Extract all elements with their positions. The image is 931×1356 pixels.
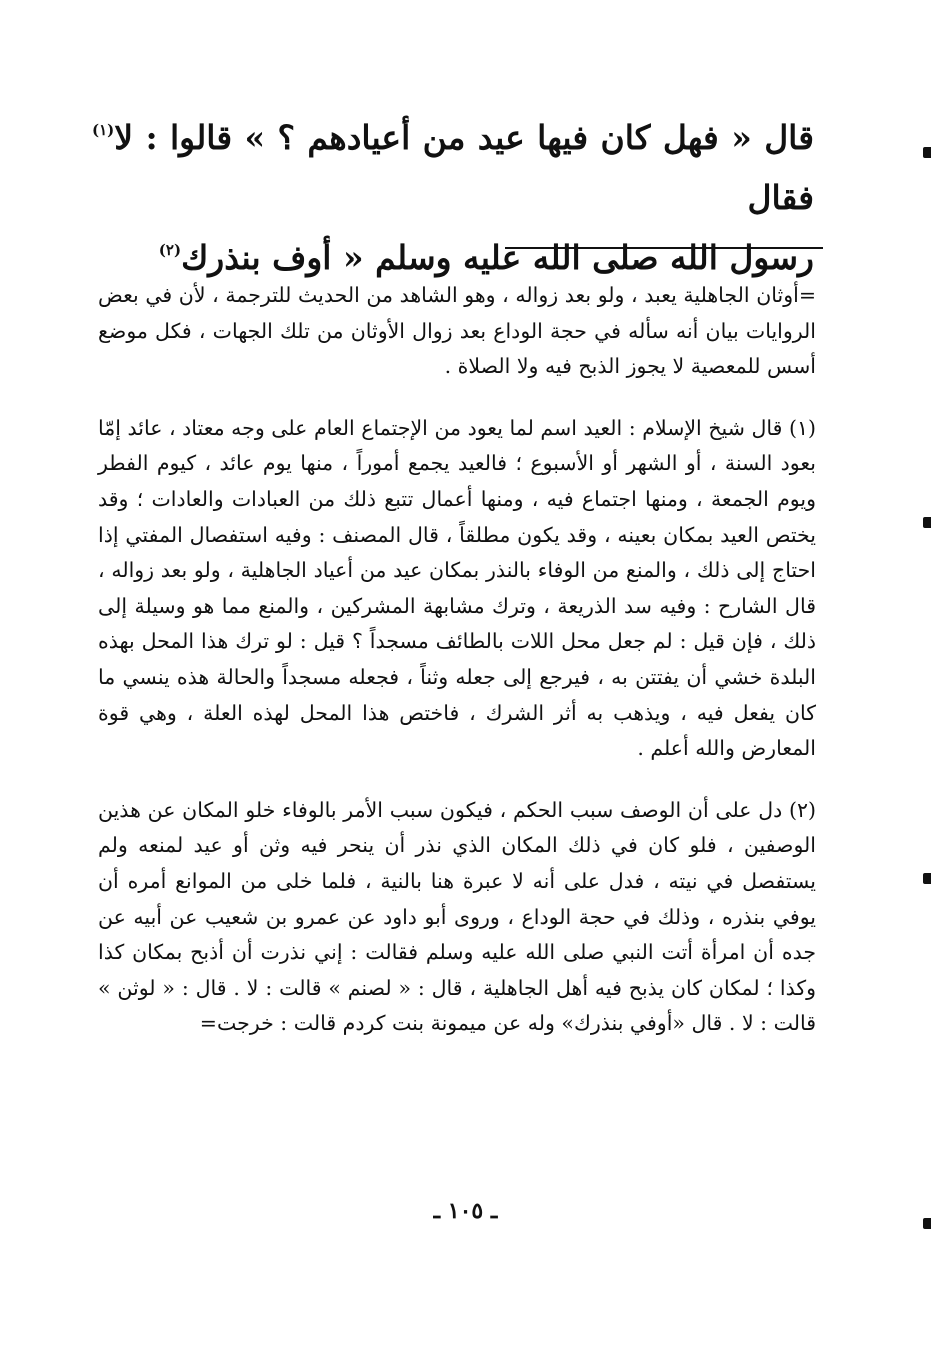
edge-mark-3 [923,873,931,884]
footnote-1: (١) قال شيخ الإسلام : العيد اسم لما يعود من الإجتماع العام على وجه معتاد ، عائد إمّا بعود السنة ، أو الشهر أو الأسبوع ؛ فالعيد يجمع أموراً ، منها يوم عائد ، كيوم الفطر ويوم الجمعة ، ومنها اجتماع فيه ، ومنها أعمال تتبع ذلك من العبادات والعادات ؛ وقد يختص العيد بمكان بعينه ، وقد يكون مطلقاً ، قال المصنف : وفيه استفصال المفتي إذا احتاج إلى ذلك ، والمنع من الوفاء بالنذر بمكان عيد من أعياد الجاهلية ، ولو بعد زواله ، قال الشارح : وفيه سد الذريعة ، وترك مشابهة المشركين ، والمنع مما هو وسيلة إلى ذلك ، فإن قيل : لم جعل محل اللات بالطائف مسجداً ؟ قيل : لو ترك هذا المحل بهذه البلدة خشي أن يفتتن به ، فيرجع إلى جعله وثناً ، فجعله مسجداً والحالة هذه ينسي ما كان يفعل فيه ، ويذهب به أثر الشرك ، فاختص هذا المحل لهذه العلة ، وهي قوة المعارض والله أعلم . [98,415,816,761]
edge-mark-1 [923,147,931,158]
main-text [92,108,814,288]
page-number: ـ ١٠٥ ـ [433,1198,498,1224]
footnote-divider [505,247,823,249]
edge-mark-2 [923,517,931,528]
main-text-line-2-body: رسول الله صلى الله عليه وسلم « أوف بنذرك [181,238,814,277]
footnote-ref-2: (٢) [158,241,182,259]
footnotes [98,278,816,1042]
main-text-line-1-body: قال « فهل كان فيها عيد من أعيادهم ؟ » قالوا : لا [114,118,814,157]
footnote-2: (٢) دل على أن الوصف سبب الحكم ، فيكون سبب الأمر بالوفاء خلو المكان عن هذين الوصفين ، فلو كان في ذلك المكان الذي نذر أن ينحر فيه وثن أو عيد لمنعه ولم يستفصل في نيته ، فدل على أنه لا عبرة هنا بالنية ، فلما خلى من الموانع أمره أن يوفي بنذره ، وذلك في حجة الوداع ، وروى أبو داود عن عمرو بن شعيب عن أبيه عن جده أن امرأة أتت النبي صلى الله عليه وسلم فقالت : إني نذرت أن أذبح بمكان كذا وكذا ؛ لمكان كان يذبح فيه أهل الجاهلية ، قال : « لصنم » قالت : لا . قال : « لوثن » قالت : لا . قال «أوفي بنذرك» وله عن ميمونة بنت كردم قالت : خرجت= [98,797,816,1036]
main-text-line-1-end: فقال [747,178,814,217]
edge-mark-4 [923,1218,931,1229]
main-text-line-1 [92,108,814,228]
footnote-continuation: =أوثان الجاهلية يعبد ، ولو بعد زواله ، وهو الشاهد من الحديث للترجمة ، لأن في بعض الروايات بيان أنه سأله في حجة الوداع بعد زوال الأوثان من تلك الجهات ، فكل موضع أسس للمعصية لا يجوز الذبح فيه ولا الصلاة . [98,283,816,379]
footnote-ref-1: (١) [92,121,115,139]
